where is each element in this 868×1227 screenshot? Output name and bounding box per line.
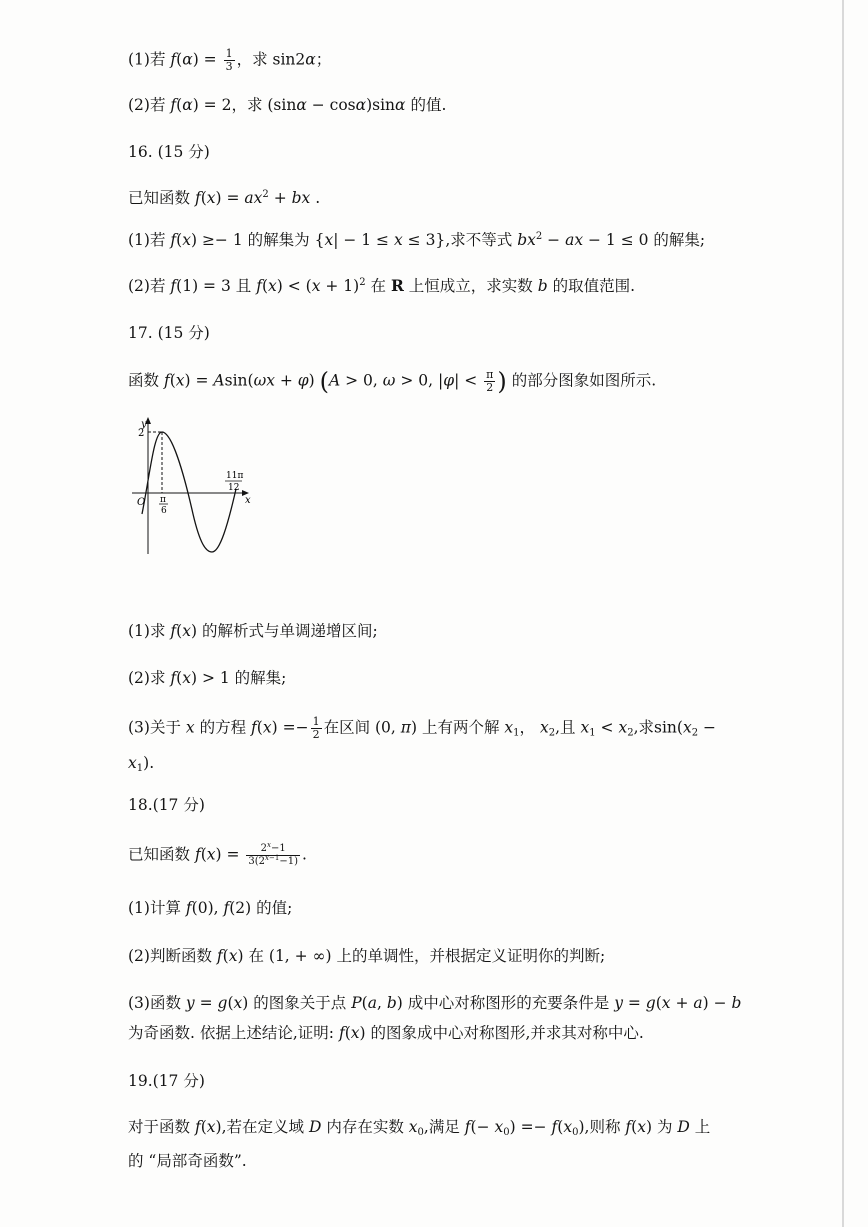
tick-pi-6-num: π — [160, 495, 166, 505]
q17-part3-cont: $x_1$). — [128, 754, 155, 774]
q18-part2: (2)判断函数 f(x) 在 (1, + ∞) 上的单调性，并根据定义证明你的判断; — [128, 947, 606, 965]
q19-line1: 对于函数 f(x),若在定义域 D 内存在实数 $x_0$,满足 $f(- x_0) =- f(x_0)$,则称 f(x) 为 D 上 — [128, 1118, 711, 1138]
q17-heading: 17. (15 分) — [128, 324, 210, 342]
q19-line2: 的 “局部奇函数”. — [128, 1152, 247, 1170]
tick-11pi-12-den: 12 — [228, 483, 240, 493]
sine-curve — [142, 432, 236, 552]
q16-heading: 16. (15 分) — [128, 143, 210, 161]
q16-part2: (2)若 f(1) = 3 且 $f(x) < (x + 1)^2$ 在 R 上恒成立，求实数 b 的取值范围. — [128, 276, 636, 295]
q16-intro: 已知函数 $f(x) = ax^2$ + bx . — [128, 189, 321, 207]
q18-part3: (3)函数 y = g(x) 的图象关于点 P(a, b) 成中心对称图形的充要条件是 y = g(x + a) − b — [128, 994, 742, 1012]
q15-part1: (1)若 f(α) = $\frac{1}{3}$ ，求 sin2α； — [128, 47, 332, 73]
origin-label: O — [137, 497, 146, 508]
q17-part1: (1)求 f(x) 的解析式与单调递增区间; — [128, 622, 378, 640]
q18-part1: (1)计算 f(0), f(2) 的值; — [128, 899, 293, 917]
q17-intro: 函数 f(x) = Asin(ωx + φ) (A > 0, ω > 0, |φ| < $\frac{\pi}{2}$ ) 的部分图象如图所示. — [128, 367, 657, 396]
q19-heading: 19.(17 分) — [128, 1072, 205, 1090]
q18-part3-cont: 为奇函数. 依据上述结论,证明: f(x) 的图象成中心对称图形,并求其对称中心. — [128, 1024, 644, 1042]
q16-part1: (1)若 f(x) ≥− 1 的解集为 {x| − 1 ≤ x ≤ 3},求不等式 $bx^2$ − ax − 1 ≤ 0 的解集; — [128, 231, 706, 249]
q17-part3: (3)关于 x 的方程 f(x) =− $\frac{1}{2}$ 在区间 (0, π) 上有两个解 $x_1$， $x_2$,且 $x_1 < x_2$,求$\sin(x_2$ − — [128, 715, 716, 741]
sine-graph-figure — [128, 414, 258, 559]
q17-part2: (2)求 f(x) > 1 的解集; — [128, 669, 287, 687]
y-axis-label: y — [141, 419, 147, 430]
q18-intro: 已知函数 f(x) = $\frac{2^x-1}{3(2^{x-1}-1)}$ . — [128, 841, 307, 867]
tick-11pi-12-num: 11π — [226, 471, 244, 481]
q15-part2: (2)若 f(α) = 2，求 (sinα − cosα)sinα 的值. — [128, 96, 447, 114]
amplitude-label: 2 — [138, 428, 145, 439]
fraction-one-third: $\frac{1}{3}$ — [225, 47, 233, 73]
q18-heading: 18.(17 分) — [128, 796, 205, 814]
page-edge — [842, 0, 844, 1227]
x-axis-label: x — [245, 495, 251, 506]
tick-pi-6-den: 6 — [161, 506, 167, 516]
